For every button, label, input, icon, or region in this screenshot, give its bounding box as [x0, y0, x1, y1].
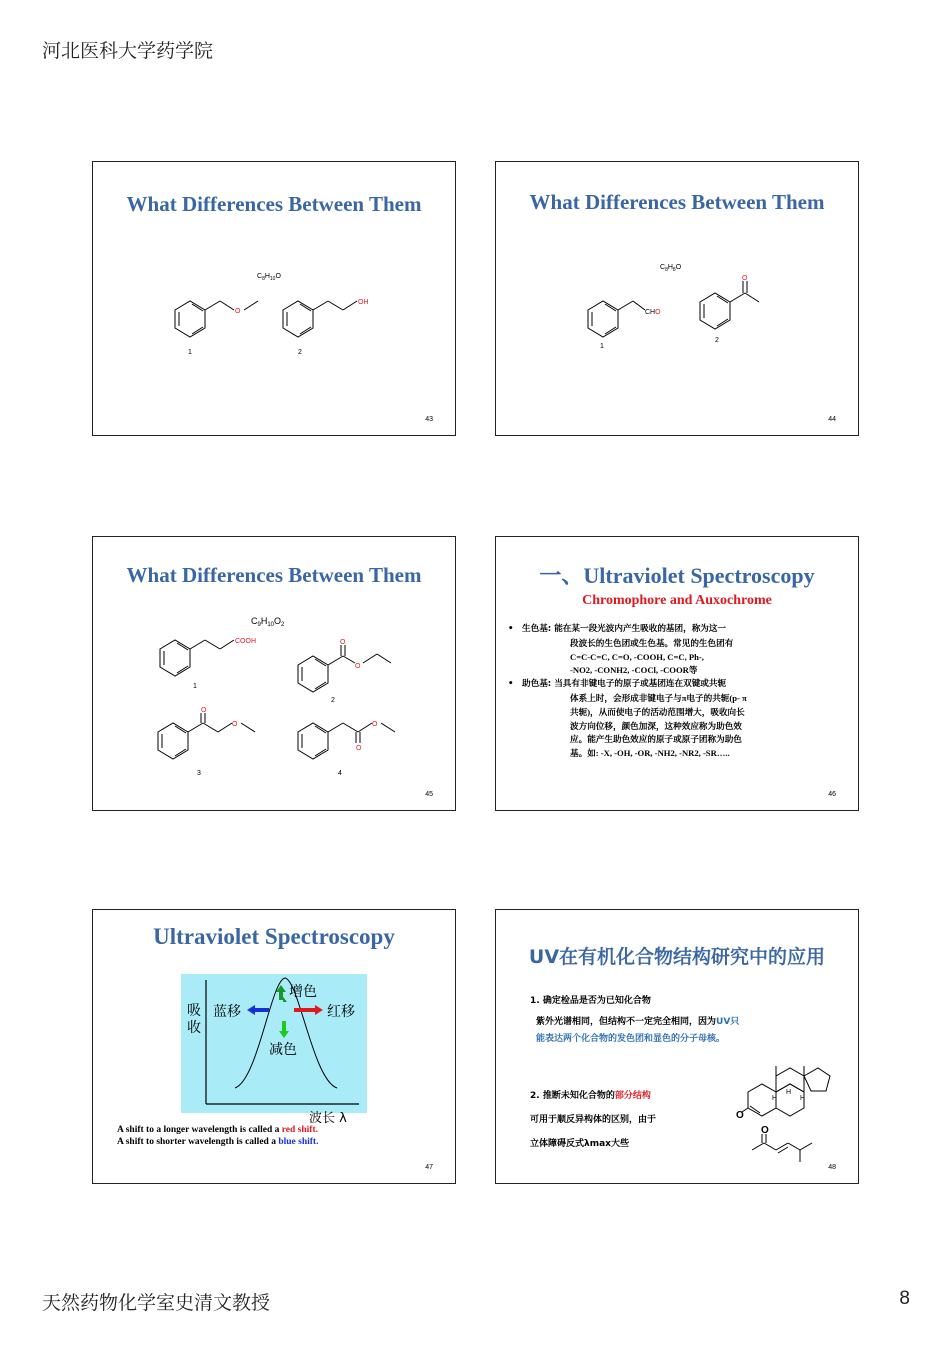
item-2-line: 立体障碍反式λmax大些	[530, 1139, 629, 1149]
hypochromic-label: 减色	[269, 1042, 297, 1058]
compound-label: 1	[188, 349, 192, 356]
auxochrome-line: 基。如: -X, -OH, -OR, -NH2, -NR2, -SR…..	[570, 748, 730, 759]
bullet: •	[508, 679, 514, 690]
chromophore-line: 段波长的生色团或生色基。常见的生色团有	[570, 637, 734, 648]
compound-label: 3	[197, 770, 201, 777]
red-shift-term: red shift.	[281, 1125, 319, 1135]
atom-label: H	[800, 1095, 806, 1102]
atom-label: O	[201, 707, 207, 714]
molecule-1	[160, 640, 234, 676]
compound-label: 2	[298, 349, 302, 356]
enone-chain	[752, 1134, 812, 1162]
page-header: 河北医科大学药学院	[42, 40, 214, 62]
caption-text: A shift to a longer wavelength is called a	[117, 1125, 282, 1135]
atom-label: O	[761, 1125, 769, 1136]
list-item-auxochrome	[508, 678, 844, 761]
molecule-3	[158, 713, 255, 759]
atom-label: O	[356, 745, 362, 752]
structure-diagram	[496, 162, 859, 436]
atom-label: H	[772, 1095, 778, 1102]
list-item-chromophore	[508, 623, 844, 678]
y-label: 收	[187, 1020, 201, 1036]
atom-label: CHO	[645, 309, 661, 316]
atom-label: COOH	[235, 638, 256, 645]
molecule-2	[283, 301, 357, 337]
page-footer: 天然药物化学室史清文教授	[42, 1292, 271, 1314]
slide-subtitle: Chromophore and Auxochrome	[582, 593, 772, 608]
slide-title: Ultraviolet Spectroscopy	[153, 924, 395, 949]
compound-label: 2	[715, 337, 719, 344]
slide-48	[495, 909, 859, 1184]
slide-number: 46	[828, 791, 836, 798]
molecule-1	[175, 301, 258, 337]
compound-label: 1	[600, 343, 604, 350]
atom-label: O	[372, 721, 378, 728]
atom-label: O	[235, 308, 241, 315]
red-shift-label: 红移	[327, 1004, 355, 1020]
atom-label: O	[742, 275, 748, 282]
slide-title: What Differences Between Them	[529, 190, 825, 214]
item-1-line: 能表达两个化合物的发色团和显色的分子母核。	[536, 1034, 726, 1044]
auxochrome-head: 助色基: 当具有非键电子的原子或基团连在双键或共轭	[522, 679, 727, 690]
text: UV只	[716, 1017, 740, 1027]
auxochrome-line: 应。能产生助色效应的原子或原子团称为助色	[570, 734, 742, 745]
compound-label: 2	[331, 697, 335, 704]
atom-label: OH	[358, 299, 369, 306]
auxochrome-line: 体系上时，会形成非键电子与π电子的共轭(p- π	[570, 692, 747, 703]
y-label: 吸	[187, 1003, 201, 1019]
slide-44	[495, 161, 859, 436]
molecule-4	[298, 723, 395, 759]
molecule-2	[700, 281, 759, 329]
caption-line	[117, 1124, 318, 1136]
molecular-formula: $C_8H_{10}O$	[257, 273, 281, 282]
molecule-2	[298, 645, 391, 692]
slide-number: 48	[828, 1164, 836, 1171]
structure-diagram	[93, 537, 456, 811]
auxochrome-line: 波方向位移，颜色加深，这种效应称为助色效	[570, 720, 742, 731]
text: 2. 推断未知化合物的	[530, 1091, 615, 1101]
auxochrome-line: 共轭)，从而使电子的活动范围增大，吸收向长	[570, 706, 745, 717]
molecular-formula: $C_9H_{10}O_2$	[251, 616, 285, 628]
structure-diagram	[93, 162, 456, 436]
compound-label: 1	[193, 683, 197, 690]
slide-number: 43	[425, 416, 433, 423]
item-2-line: 可用于顺反异构体的区别，由于	[530, 1115, 657, 1125]
atom-label: H	[786, 1089, 792, 1096]
definition-list	[508, 623, 844, 761]
atom-label: O	[355, 663, 361, 670]
atom-label: O	[232, 721, 238, 728]
x-label: 波长 λ	[309, 1111, 347, 1126]
slide-45	[92, 536, 456, 811]
slide-number: 47	[425, 1164, 433, 1171]
hyperchromic-label: 增色	[289, 984, 317, 1000]
molecule-1	[588, 301, 645, 337]
text: 部分结构	[614, 1091, 651, 1101]
chromophore-line: C=C-C=C, C=O, -COOH, C=C, Ph-,	[570, 651, 704, 662]
blue-shift-label: 蓝移	[213, 1004, 241, 1020]
item-1-head: 1. 确定检品是否为已知化合物	[530, 996, 651, 1006]
slide-title: What Differences Between Them	[126, 192, 422, 216]
molecular-formula: $C_8H_8O$	[660, 264, 682, 273]
slide-title: 一、Ultraviolet Spectroscopy	[539, 563, 815, 588]
page-number: 8	[899, 1288, 910, 1309]
compound-label: 4	[338, 770, 342, 777]
atom-label: O	[736, 1110, 744, 1121]
caption	[117, 1124, 318, 1148]
caption-text: A shift to shorter wavelength is called a	[117, 1137, 279, 1147]
slide-46	[495, 536, 859, 811]
text: 紫外光谱相同，但结构不一定完全相同，因为	[536, 1017, 717, 1027]
slide-title: What Differences Between Them	[126, 563, 422, 587]
atom-label: O	[340, 639, 346, 646]
slide-number: 45	[425, 791, 433, 798]
steroid-structure	[496, 910, 859, 1184]
slide-47	[92, 909, 456, 1184]
slide-43	[92, 161, 456, 436]
blue-shift-term: blue shift.	[278, 1137, 319, 1147]
caption-line	[117, 1136, 318, 1148]
slide-title: UV在有机化合物结构研究中的应用	[528, 946, 826, 968]
chromophore-head: 生色基: 能在某一段光波内产生吸收的基团，称为这一	[522, 624, 727, 634]
chromophore-line: -NO2, -CONH2, -COCl, -COOR等	[570, 665, 698, 676]
bullet: •	[508, 624, 514, 634]
slide-number: 44	[828, 416, 836, 423]
